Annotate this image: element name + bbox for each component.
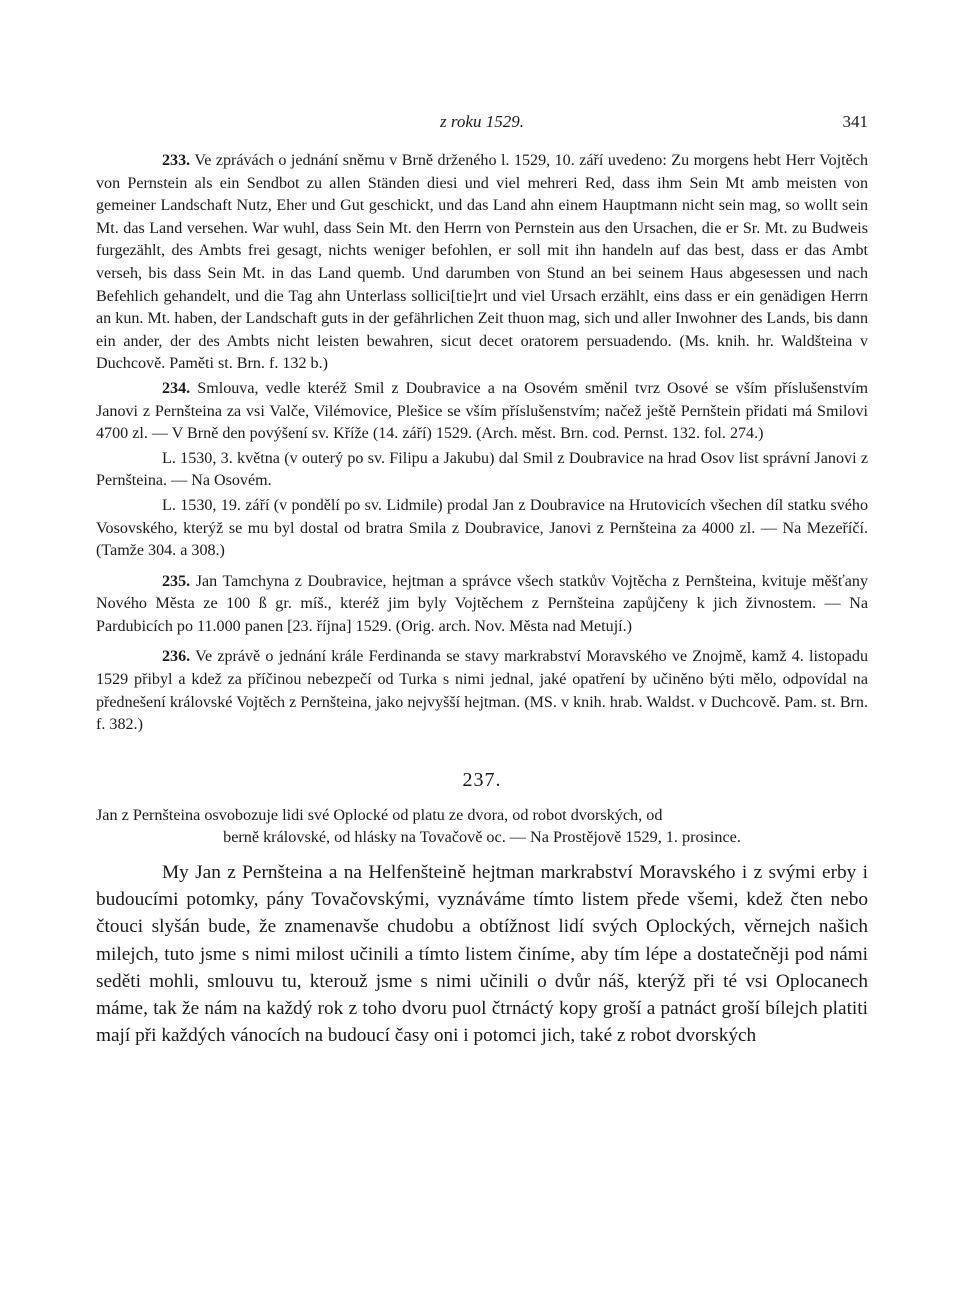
note-1530-september: L. 1530, 19. září (v pondělí po sv. Lidmile) prodal Jan z Doubravice na Hrutovicích všechen díl statku svého Vosovského, kterýž se mu byl dostal od bratra Smila z Doubravice, Janovi z Pernšteina za 4000 zl. — Na Mezeříčí. (Tamže 304. a 308.): [96, 496, 868, 560]
entry-number: 236.: [162, 648, 191, 666]
entry-235: [96, 571, 868, 639]
entry-233: [96, 150, 868, 376]
running-title: z roku 1529.: [440, 112, 524, 131]
entry-number: 233.: [162, 152, 191, 169]
page-header: [96, 112, 868, 142]
caption-line-1: Jan z Pernšteina osvobozuje lidi své Oplocké od platu ze dvora, od robot dvorských, od: [96, 805, 663, 824]
entry-text: Ve zprávě o jednání krále Ferdinanda se stavy markrabství Moravského ve Znojmě, kamž 4. listopadu 1529 přibyl a kdež za příčinou nebezpečí od Turka s nimi jednal, jaké opatření by učiněno býti mělo, odpovídal na přednešení královské Vojtěch z Pernšteina, jako nejvyšší hejtman. (MS. v knih. hrab. Waldst. v Duchcově. Pam. st. Brn. f. 382.): [96, 648, 868, 734]
entry-text: Ve zprávách o jednání sněmu v Brně drženého l. 1529, 10. září uvedeno: Zu morgens hebt Herr Vojtěch von Pernstein als ein Sendbot zu allen Ständen diesi und viel mehreri Red, dass ihm Sein Mt amb meisten von gemeiner Landschaft Nutz, Eher und Gut geschickt, und das Land ahn einem Hauptmann nicht sein mag, so wollt sein Mt. das Land versehen. War wuhl, dass Sein Mt. den Herrn von Pernstein aus den Ursachen, die er Sr. Mt. zu Budweis furgezählt, des Ambts frei gesagt, nichts weniger befohlen, er soll mit ihn handeln auf das best, dass er das Ambt verseh, bis dass Sein Mt. in das Land quemb. Und darumben von Stund an bei seinem Haus abgesessen und nach Befehlich gehandelt, und die Tag ahn Unterlass sollici[tie]rt und viel Ursach erzählt, eins dass er ein genädigen Herrn an kun. Mt. haben, der Landschaft guts in der gefährlichen Zeit thuon mag, sich und aller Inwohner des Lands, bis dann ein ander, der des Ambts nicht leisten bewahren, sicut decet oratorem persuadendo. (Ms. knih. hr. Waldšteina v Duchcově. Paměti st. Brn. f. 132 b.): [96, 152, 868, 373]
caption-line-2: berně královské, od hlásky na Tovačově oc. — Na Prostějově 1529, 1. prosince.: [223, 828, 741, 847]
entry-number: 234.: [162, 379, 191, 397]
document-caption: [96, 804, 868, 849]
note-1530-may: L. 1530, 3. května (v outerý po sv. Filipu a Jakubu) dal Smil z Doubravice na hrad Osov list správní Janovi z Pernšteina. — Na Osovém.: [96, 449, 868, 490]
document-number: 237.: [462, 768, 502, 791]
entry-234: [96, 378, 868, 446]
document-text: My Jan z Pernšteina a na Helfenšteině hejtman markrabství Moravského i z svými erby i budoucími potomky, pány Tovačovskými, vyznáváme tímto listem přede všemi, kdež čten nebo čtouci slyšán bude, že znamenavše chudobu a obtížnost lidí svých Oplockých, věrnejch našich milejch, tuto jsme s nimi milost učinili a tímto listem činíme, aby tím lépe a dostatečněji pod námi seděti mohli, smlouvu tu, kterouž jsme s nimi učinili o dvůr náš, kterýž při té vsi Oplocanech máme, tak že nám na každý rok z toho dvoru puol čtrnáctý kopy groší a patnáct groší bílejch platiti mají při každých vánocích na budoucí časy oni i potomci jich, také z robot dvorských: [96, 862, 868, 1047]
entry-text: Jan Tamchyna z Doubravice, hejtman a správce všech statkův Vojtěcha z Pernšteina, kvituje měšťany Nového Města ze 100 ß gr. míš., kteréž jim byly Vojtěchem z Pernšteina zapůjčeny k jich živnostem. — Na Pardubicích po 11.000 panen [23. října] 1529. (Orig. arch. Nov. Města nad Metují.): [96, 572, 868, 635]
entry-236: [96, 646, 868, 736]
document-text-section: [96, 859, 868, 1049]
page: [96, 112, 868, 1049]
entry-number: 235.: [162, 572, 191, 590]
entry-text: Smlouva, vedle kteréž Smil z Doubravice a na Osovém směnil tvrz Osové se vším příslušenstvím Janovi z Pernšteina za vsi Valče, Vilémovice, Plešice se vším příslušenstvím; načež ještě Pernštein přidati má Smilovi 4700 zl. — V Brně den povýšení sv. Kříže (14. září) 1529. (Arch. měst. Brn. cod. Pernst. 132. fol. 274.): [96, 379, 868, 443]
page-number: 341: [842, 112, 868, 131]
entries-section: [96, 150, 868, 737]
